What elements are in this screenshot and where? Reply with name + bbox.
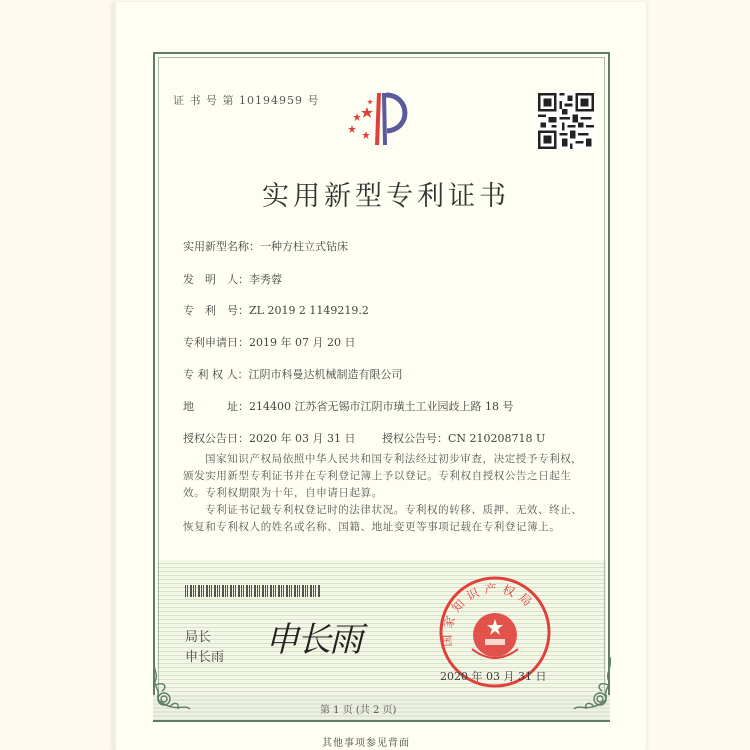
seal-text: 国家知识产权局: [439, 581, 539, 647]
field-label: 授权公告号：: [382, 432, 448, 445]
field-label: 发 明 人：: [183, 273, 249, 286]
field-label: 地 址：: [183, 400, 249, 413]
field-label: 专 利 号：: [183, 304, 249, 317]
seal-date: 2020 年 03 月 31 日: [440, 670, 547, 683]
field-inventor: [183, 271, 282, 287]
field-application-date: [183, 334, 355, 350]
barcode-icon: [185, 585, 320, 597]
cnipa-logo-icon: [340, 85, 420, 150]
field-label: 专利申请日：: [183, 336, 249, 349]
field-value: 一种方柱立式钻床: [260, 240, 348, 253]
handwritten-signature: 申长雨: [265, 620, 361, 660]
field-value: 214400 江苏省无锡市江阴市璜土工业园歧上路 18 号: [249, 400, 514, 413]
signatory-name: 申长雨: [185, 650, 225, 665]
certificate-title: 实用新型专利证书: [262, 181, 510, 212]
field-label: 授权公告日：: [183, 432, 249, 445]
field-value: 江阴市科曼达机械制造有限公司: [248, 368, 403, 381]
field-label: 专 利 权 人：: [183, 368, 249, 381]
field-value: 李秀蓉: [249, 273, 282, 286]
signatory-block: [185, 628, 224, 668]
field-value: ZL 2019 2 1149219.2: [249, 304, 369, 317]
field-patent-number: [183, 302, 369, 318]
qr-code-icon[interactable]: [538, 93, 594, 149]
see-reverse-note: 其他事项参见背面: [322, 738, 410, 749]
certificate-number: 证 书 号 第 10194959 号: [173, 94, 320, 107]
field-utility-model-name: [183, 238, 348, 254]
field-address: [183, 398, 513, 414]
field-grant-date: [183, 430, 355, 446]
field-label: 实用新型名称：: [183, 240, 260, 253]
legal-status-paragraph: 专利证书记载专利权登记时的法律状况。专利权的转移、质押、无效、终止、恢复和专利权人的姓名或名称、国籍、地址变更等事项记载在专利登记簿上。: [183, 504, 583, 533]
corner-ornament-icon: [572, 655, 614, 713]
field-announcement-number: [382, 430, 545, 446]
field-value: CN 210208718 U: [448, 432, 546, 445]
field-value: 2020 年 03 月 31 日: [249, 432, 356, 445]
field-patentee: [183, 366, 403, 382]
field-value: 2019 年 07 月 20 日: [249, 336, 356, 349]
page-indicator: 第 1 页 (共 2 页): [320, 705, 397, 716]
signatory-title: 局长: [185, 630, 212, 645]
grant-statement-paragraph: 国家知识产权局依照中华人民共和国专利法经过初步审查，决定授予专利权，颁发实用新型专利证书并在专利登记簿上予以登记。专利权自授权公告之日起生效。专利权期限为十年，自申请日起算。: [183, 453, 583, 499]
